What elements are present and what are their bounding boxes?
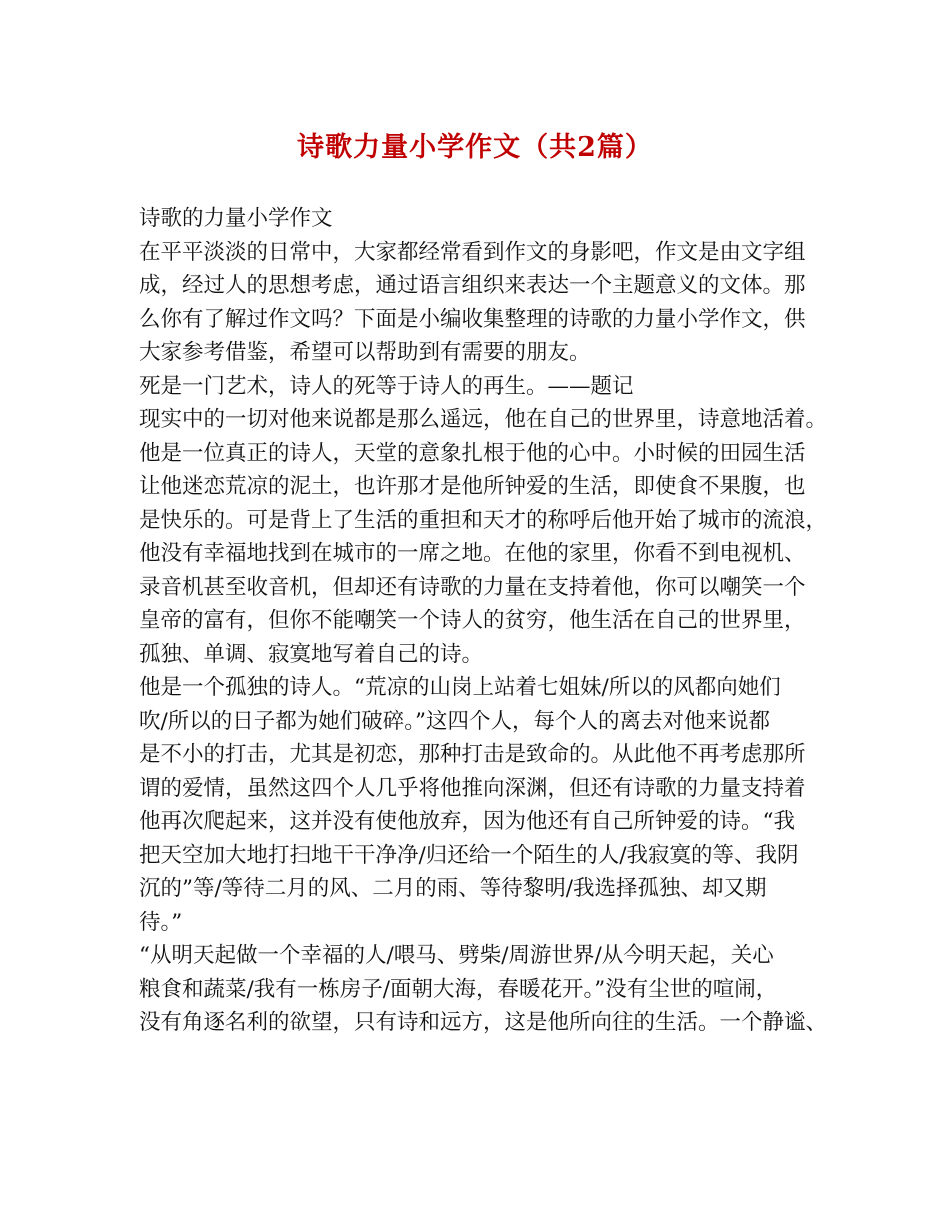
text-line: 吹/所以的日子都为她们破碎。”这四个人，每个人的离去对他来说都: [139, 708, 770, 734]
text-line: 成，经过人的思想考虑，通过语言组织来表达一个主题意义的文体。那: [139, 273, 806, 298]
text-line: 大家参考借鉴，希望可以帮助到有需要的朋友。: [139, 340, 591, 365]
text-line: 没有角逐名利的欲望，只有诗和远方，这是他所向往的生活。一个静谧、: [139, 1010, 828, 1035]
document-body: [139, 202, 839, 1040]
text-line: 现实中的一切对他来说都是那么遥远，他在自己的世界里，诗意地活着。: [139, 407, 828, 432]
text-line: 待。”: [139, 909, 183, 935]
text-line: 皇帝的富有，但你不能嘲笑一个诗人的贫穷，他生活在自己的世界里，: [139, 608, 806, 633]
text-line: 是快乐的。可是背上了生活的重担和天才的称呼后他开始了城市的流浪，: [139, 507, 828, 533]
text-line: 他没有幸福地找到在城市的一席之地。在他的家里，你看不到电视机、: [139, 541, 806, 566]
text-line: 粮食和蔬菜/我有一栋房子/面朝大海，春暖花开。”没有尘世的喧闹，: [139, 976, 778, 1002]
text-line: 把天空加大地打扫地干干净净/归还给一个陌生的人/我寂寞的等、我阴: [139, 842, 799, 868]
text-line: 沉的”等/等待二月的风、二月的雨、等待黎明/我选择孤独、却又期: [139, 876, 767, 901]
text-line: “从明天起做一个幸福的人/喂马、劈柴/周游世界/从今明天起，关心: [139, 943, 774, 968]
text-line: 他是一个孤独的诗人。“荒凉的山岗上站着七姐妹/所以的风都向她们: [139, 675, 781, 700]
text-line: 孤独、单调、寂寞地写着自己的诗。: [139, 641, 484, 667]
text-line: 么你有了解过作文吗？下面是小编收集整理的诗歌的力量小学作文，供: [139, 306, 806, 332]
text-line: 诗歌的力量小学作文: [139, 206, 333, 231]
text-line: 谓的爱情，虽然这四个人几乎将他推向深渊，但还有诗歌的力量支持着: [139, 775, 806, 801]
text-line: 在平平淡淡的日常中，大家都经常看到作文的身影吧，作文是由文字组: [139, 239, 806, 265]
document-title: 诗歌力量小学作文（共2篇）: [297, 132, 653, 163]
text-line: 是不小的打击，尤其是初恋，那种打击是致命的。从此他不再考虑那所: [139, 742, 806, 767]
text-line: 他是一位真正的诗人，天堂的意象扎根于他的心中。小时候的田园生活: [139, 440, 806, 466]
text-line: 死是一门艺术，诗人的死等于诗人的再生。——题记: [139, 373, 634, 399]
text-line: 让他迷恋荒凉的泥土，也许那才是他所钟爱的生活，即使食不果腹，也: [139, 474, 806, 499]
text-line: 他再次爬起来，这并没有使他放弃，因为他还有自己所钟爱的诗。“我: [139, 809, 795, 834]
text-line: 录音机甚至收音机，但却还有诗歌的力量在支持着他，你可以嘲笑一个: [139, 574, 806, 600]
